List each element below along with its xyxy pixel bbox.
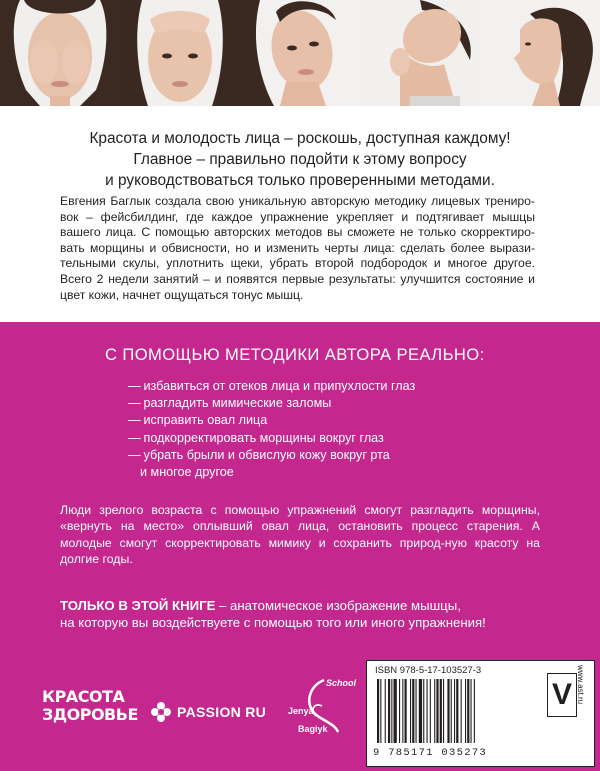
photo-neck-stretch [360, 0, 480, 106]
intro-line: Главное – правильно подойти к этому вопросу [133, 151, 467, 168]
barcode-bar [447, 679, 449, 743]
callout-text: на которую вы воздействуете с помощью того или иного упражнения! [60, 615, 486, 630]
barcode [375, 679, 539, 745]
results-paragraph: Люди зрелого возраста с помощью упражнений смогут разгладить морщины, «вернуть на место» оплывший овал лица, остановить процесс старения. А молодые смогут скорректировать мимику и сохранить природ-ную красоту на долгие годы. [60, 503, 540, 567]
list-item: — убрать брыли и обвислую кожу вокруг рта [128, 447, 415, 464]
jenya-bagiyk-school-logo: School Jenya Bagiyk [288, 676, 358, 740]
barcode-number: 9 785171 035273 [373, 747, 488, 759]
barcode-bar [385, 679, 386, 743]
barcode-bar [410, 679, 411, 743]
flower-icon [150, 701, 172, 723]
barcode-panel [366, 660, 595, 767]
barcode-bar [380, 679, 381, 743]
barcode-bar [451, 679, 452, 743]
callout-emphasis: ТОЛЬКО В ЭТОЙ КНИГЕ [60, 598, 216, 613]
isbn-label: ISBN 978-5-17-103527-3 [375, 665, 482, 676]
list-item: — разгладить мимические заломы [128, 395, 415, 412]
list-item: — исправить овал лица [128, 412, 415, 429]
krasota-zdorovie-logo: КРАСОТА ЗДОРОВЬЕ [42, 687, 138, 724]
dash-bullet: — [128, 379, 141, 393]
barcode-bar [456, 679, 458, 743]
list-item: — избавиться от отеков лица и припухлости глаз [128, 378, 415, 395]
barcode-bar [454, 679, 455, 743]
barcode-bar [419, 679, 422, 743]
barcode-bar [467, 679, 469, 743]
barcode-bar [412, 679, 414, 743]
callout-text: – анатомическое изображение мышцы, [215, 598, 461, 613]
intro-line: и руководствоваться только проверенными методами. [105, 172, 495, 189]
barcode-bar [377, 679, 379, 743]
benefits-title: С ПОМОЩЬЮ МЕТОДИКИ АВТОРА РЕАЛЬНО: [105, 345, 485, 364]
age-rating-badge: V [547, 673, 577, 717]
dash-bullet: — [128, 396, 141, 411]
barcode-bar [474, 679, 475, 743]
barcode-bar [434, 679, 435, 743]
photo-profile-view [480, 0, 600, 106]
barcode-bar [388, 679, 390, 743]
list-item: — подкорректировать морщины вокруг глаз [128, 430, 415, 447]
barcode-bar [465, 679, 466, 743]
passion-logo: PASSION RU [150, 700, 280, 724]
photo-fingers-on-forehead [120, 0, 240, 106]
photo-strip [0, 0, 600, 106]
barcode-bar [440, 679, 442, 743]
barcode-bar [436, 679, 438, 743]
barcode-bar [416, 679, 417, 743]
intro-line: Красота и молодость лица – роскошь, доступная каждому! [89, 130, 511, 147]
intro-slogan [0, 128, 600, 191]
barcode-bar [427, 679, 428, 743]
barcode-bar [391, 679, 392, 743]
dash-bullet: — [128, 413, 141, 428]
photo-palms-on-eyes [0, 0, 120, 106]
barcode-bar [461, 679, 462, 743]
list-item-continuation: и многое другое [140, 465, 234, 480]
dash-bullet: — [128, 430, 141, 445]
benefits-list [128, 378, 415, 481]
dash-bullet: — [128, 447, 141, 462]
photo-head-tilted [240, 0, 360, 106]
author-description: Евгения Баглык создала свою уникальную авторскую методику лицевых трениро-вок – фейсбилдинг, где каждое упражнение укрепляет и подтягивает мышцы вашего лица. С помощью авторских методов вы сможете не только скорректиро-вать морщины и обвисности, но и изменить черты лица: сделать более вырази-тельными скулы, уплотнить щеки, убрать второй подбородок и многое другое. Всего 2 недели занятий – и появятся первые результаты: улучшится состояние и цвет кожи, начнет ощущаться тонус мышц. [60, 194, 535, 302]
barcode-bar [394, 679, 397, 743]
barcode-bar [423, 679, 424, 743]
barcode-bar [430, 679, 431, 743]
barcode-bar [399, 679, 400, 743]
website: www.ast.ru [576, 665, 585, 705]
barcode-bar [443, 679, 444, 743]
barcode-bar [471, 679, 472, 743]
barcode-bar [402, 679, 403, 743]
barcode-bar [405, 679, 407, 743]
book-callout [60, 597, 486, 631]
